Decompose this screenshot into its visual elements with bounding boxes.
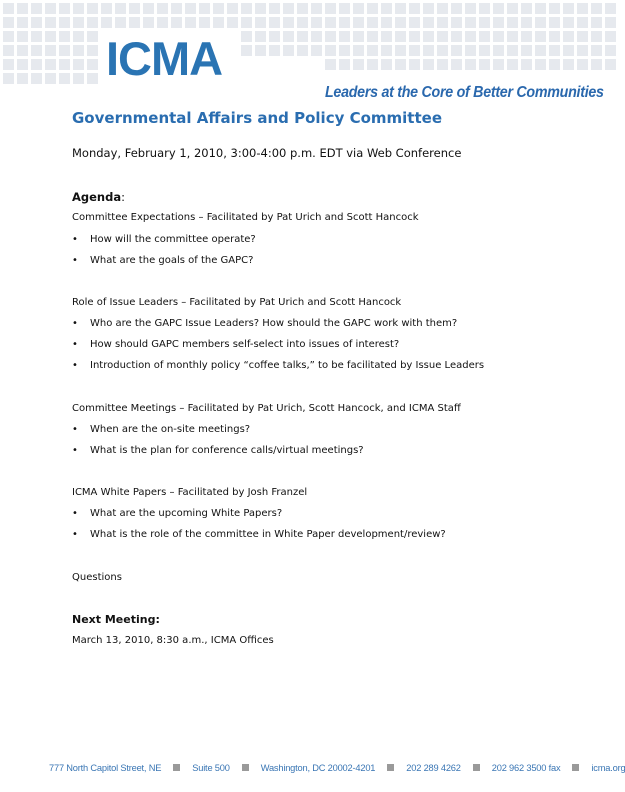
pattern-dot: [353, 3, 364, 14]
separator-square-icon: [173, 764, 180, 771]
pattern-dot: [3, 59, 14, 70]
agenda-label: Agenda: [72, 190, 122, 204]
pattern-dot: [59, 31, 70, 42]
pattern-dot: [409, 59, 420, 70]
pattern-dot: [59, 3, 70, 14]
pattern-dot: [157, 3, 168, 14]
pattern-dot: [395, 45, 406, 56]
pattern-dot: [563, 31, 574, 42]
pattern-dot: [395, 59, 406, 70]
pattern-dot: [381, 3, 392, 14]
pattern-dot: [367, 31, 378, 42]
pattern-dot: [297, 3, 308, 14]
footer-address: 777 North Capitol Street, NE: [49, 763, 162, 773]
pattern-dot: [521, 3, 532, 14]
footer-fax: 202 962 3500 fax: [491, 763, 561, 773]
pattern-dot: [325, 31, 336, 42]
pattern-dot: [241, 31, 252, 42]
pattern-dot: [353, 45, 364, 56]
pattern-dot: [3, 45, 14, 56]
pattern-dot: [17, 73, 28, 84]
pattern-dot: [409, 45, 420, 56]
pattern-dot: [563, 3, 574, 14]
pattern-dot: [87, 59, 98, 70]
pattern-dot: [507, 31, 518, 42]
pattern-dot: [437, 31, 448, 42]
pattern-dot: [591, 31, 602, 42]
agenda-colon: :: [121, 190, 125, 204]
footer-website[interactable]: icma.org: [591, 763, 625, 773]
pattern-dot: [87, 73, 98, 84]
pattern-dot: [549, 3, 560, 14]
pattern-dot: [311, 31, 322, 42]
pattern-dot: [493, 59, 504, 70]
pattern-dot: [17, 31, 28, 42]
pattern-dot: [255, 3, 266, 14]
pattern-dot: [549, 59, 560, 70]
pattern-dot: [493, 17, 504, 28]
pattern-dot: [577, 31, 588, 42]
pattern-dot: [423, 17, 434, 28]
pattern-dot: [423, 59, 434, 70]
pattern-dot: [17, 17, 28, 28]
section-committee-expectations: Committee Expectations – Facilitated by Pat Urich and Scott Hancock: [72, 212, 419, 223]
pattern-dot: [535, 59, 546, 70]
pattern-dot: [73, 73, 84, 84]
pattern-dot: [115, 17, 126, 28]
pattern-dot: [395, 3, 406, 14]
separator-square-icon: [572, 764, 579, 771]
pattern-dot: [283, 31, 294, 42]
pattern-dot: [101, 3, 112, 14]
pattern-dot: [409, 3, 420, 14]
document-title: Governmental Affairs and Policy Committee: [72, 109, 442, 127]
pattern-dot: [59, 45, 70, 56]
pattern-dot: [59, 73, 70, 84]
pattern-dot: [339, 17, 350, 28]
pattern-dot: [283, 3, 294, 14]
pattern-dot: [171, 3, 182, 14]
footer-phone: 202 289 4262: [406, 763, 461, 773]
pattern-dot: [507, 45, 518, 56]
pattern-dot: [381, 59, 392, 70]
bullet-icon: •: [72, 529, 78, 540]
pattern-dot: [325, 17, 336, 28]
pattern-dot: [3, 31, 14, 42]
pattern-dot: [73, 45, 84, 56]
pattern-dot: [227, 17, 238, 28]
pattern-dot: [255, 45, 266, 56]
pattern-dot: [73, 3, 84, 14]
pattern-dot: [45, 31, 56, 42]
pattern-dot: [227, 3, 238, 14]
pattern-dot: [45, 3, 56, 14]
pattern-dot: [241, 45, 252, 56]
pattern-dot: [45, 59, 56, 70]
pattern-dot: [367, 17, 378, 28]
pattern-dot: [171, 17, 182, 28]
pattern-dot: [591, 45, 602, 56]
pattern-dot: [437, 3, 448, 14]
pattern-dot: [465, 17, 476, 28]
pattern-dot: [143, 17, 154, 28]
pattern-dot: [507, 17, 518, 28]
pattern-dot: [479, 31, 490, 42]
bullet-icon: •: [72, 234, 78, 245]
pattern-dot: [479, 17, 490, 28]
pattern-dot: [493, 31, 504, 42]
bullet-icon: •: [72, 339, 78, 350]
pattern-dot: [87, 17, 98, 28]
pattern-dot: [129, 3, 140, 14]
pattern-dot: [535, 31, 546, 42]
pattern-dot: [549, 31, 560, 42]
pattern-dot: [339, 45, 350, 56]
section-committee-meetings: Committee Meetings – Facilitated by Pat Urich, Scott Hancock, and ICMA Staff: [72, 403, 461, 414]
pattern-dot: [59, 17, 70, 28]
next-meeting-heading: Next Meeting:: [72, 613, 160, 626]
pattern-dot: [297, 45, 308, 56]
pattern-dot: [353, 31, 364, 42]
pattern-dot: [3, 17, 14, 28]
pattern-dot: [437, 45, 448, 56]
pattern-dot: [605, 59, 616, 70]
pattern-dot: [493, 3, 504, 14]
pattern-dot: [507, 3, 518, 14]
pattern-dot: [17, 3, 28, 14]
pattern-dot: [87, 45, 98, 56]
separator-square-icon: [387, 764, 394, 771]
pattern-dot: [507, 59, 518, 70]
pattern-dot: [451, 17, 462, 28]
footer-city: Washington, DC 20002-4201: [260, 763, 376, 773]
pattern-dot: [269, 3, 280, 14]
pattern-dot: [465, 45, 476, 56]
pattern-dot: [269, 45, 280, 56]
pattern-dot: [437, 17, 448, 28]
pattern-dot: [45, 17, 56, 28]
pattern-dot: [493, 45, 504, 56]
pattern-dot: [549, 45, 560, 56]
pattern-dot: [185, 3, 196, 14]
bullet-icon: •: [72, 255, 78, 266]
pattern-dot: [605, 45, 616, 56]
pattern-dot: [157, 17, 168, 28]
pattern-dot: [101, 17, 112, 28]
pattern-dot: [73, 59, 84, 70]
pattern-dot: [521, 17, 532, 28]
separator-square-icon: [242, 764, 249, 771]
pattern-dot: [87, 3, 98, 14]
pattern-dot: [31, 3, 42, 14]
pattern-dot: [255, 31, 266, 42]
pattern-dot: [423, 45, 434, 56]
pattern-dot: [381, 17, 392, 28]
pattern-dot: [605, 31, 616, 42]
pattern-dot: [367, 59, 378, 70]
pattern-dot: [31, 73, 42, 84]
pattern-dot: [535, 45, 546, 56]
pattern-dot: [409, 17, 420, 28]
pattern-dot: [521, 45, 532, 56]
pattern-dot: [451, 59, 462, 70]
pattern-dot: [283, 17, 294, 28]
tagline: Leaders at the Core of Better Communities: [325, 84, 604, 101]
pattern-dot: [577, 59, 588, 70]
pattern-dot: [325, 59, 336, 70]
pattern-dot: [325, 45, 336, 56]
pattern-dot: [563, 45, 574, 56]
pattern-dot: [199, 3, 210, 14]
pattern-dot: [73, 17, 84, 28]
pattern-dot: [59, 59, 70, 70]
pattern-dot: [297, 17, 308, 28]
pattern-dot: [31, 45, 42, 56]
pattern-dot: [549, 17, 560, 28]
pattern-dot: [479, 59, 490, 70]
pattern-dot: [255, 17, 266, 28]
pattern-dot: [143, 3, 154, 14]
pattern-dot: [577, 45, 588, 56]
pattern-dot: [479, 45, 490, 56]
pattern-dot: [451, 31, 462, 42]
pattern-dot: [73, 31, 84, 42]
background-dot-pattern: [0, 0, 612, 85]
pattern-dot: [17, 59, 28, 70]
pattern-dot: [563, 17, 574, 28]
pattern-dot: [465, 59, 476, 70]
pattern-dot: [311, 17, 322, 28]
meeting-date-line: Monday, February 1, 2010, 3:00-4:00 p.m. EDT via Web Conference: [72, 146, 462, 160]
pattern-dot: [465, 31, 476, 42]
pattern-dot: [479, 3, 490, 14]
pattern-dot: [31, 59, 42, 70]
pattern-dot: [409, 31, 420, 42]
pattern-dot: [17, 45, 28, 56]
pattern-dot: [563, 59, 574, 70]
pattern-dot: [297, 31, 308, 42]
agenda-heading: [72, 190, 125, 204]
pattern-dot: [199, 17, 210, 28]
pattern-dot: [339, 31, 350, 42]
footer-suite: Suite 500: [192, 763, 230, 773]
section-icma-white-papers: ICMA White Papers – Facilitated by Josh Franzel: [72, 487, 308, 498]
pattern-dot: [87, 31, 98, 42]
pattern-dot: [339, 59, 350, 70]
pattern-dot: [185, 17, 196, 28]
pattern-dot: [339, 3, 350, 14]
pattern-dot: [423, 31, 434, 42]
separator-square-icon: [473, 764, 480, 771]
pattern-dot: [577, 3, 588, 14]
bullet-icon: •: [72, 424, 78, 435]
pattern-dot: [213, 3, 224, 14]
pattern-dot: [45, 73, 56, 84]
bullet-icon: •: [72, 445, 78, 456]
pattern-dot: [451, 3, 462, 14]
bullet-icon: •: [72, 508, 78, 519]
icma-logo: ICMA: [106, 32, 223, 85]
pattern-dot: [535, 17, 546, 28]
pattern-dot: [213, 17, 224, 28]
pattern-dot: [325, 3, 336, 14]
pattern-dot: [269, 17, 280, 28]
pattern-dot: [241, 3, 252, 14]
pattern-dot: [241, 17, 252, 28]
pattern-dot: [577, 17, 588, 28]
pattern-dot: [465, 3, 476, 14]
pattern-dot: [367, 45, 378, 56]
pattern-dot: [521, 31, 532, 42]
pattern-dot: [591, 59, 602, 70]
pattern-dot: [353, 59, 364, 70]
bullet-icon: •: [72, 318, 78, 329]
pattern-dot: [115, 3, 126, 14]
pattern-dot: [591, 17, 602, 28]
pattern-dot: [129, 17, 140, 28]
pattern-dot: [31, 17, 42, 28]
pattern-dot: [269, 31, 280, 42]
pattern-dot: [381, 45, 392, 56]
pattern-dot: [31, 31, 42, 42]
pattern-dot: [423, 3, 434, 14]
pattern-dot: [395, 31, 406, 42]
pattern-dot: [605, 3, 616, 14]
pattern-dot: [3, 3, 14, 14]
bullet-icon: •: [72, 360, 78, 371]
pattern-dot: [45, 45, 56, 56]
questions-line: Questions: [72, 572, 122, 583]
pattern-dot: [437, 59, 448, 70]
pattern-dot: [381, 31, 392, 42]
pattern-dot: [3, 73, 14, 84]
pattern-dot: [395, 17, 406, 28]
pattern-dot: [521, 59, 532, 70]
pattern-dot: [367, 3, 378, 14]
pattern-dot: [591, 3, 602, 14]
footer-contact-bar: [49, 763, 625, 773]
next-meeting-detail: March 13, 2010, 8:30 a.m., ICMA Offices: [72, 635, 274, 646]
pattern-dot: [283, 45, 294, 56]
section-role-of-issue-leaders: Role of Issue Leaders – Facilitated by Pat Urich and Scott Hancock: [72, 297, 402, 308]
pattern-dot: [451, 45, 462, 56]
pattern-dot: [605, 17, 616, 28]
pattern-dot: [311, 3, 322, 14]
pattern-dot: [535, 3, 546, 14]
pattern-dot: [311, 45, 322, 56]
pattern-dot: [353, 17, 364, 28]
